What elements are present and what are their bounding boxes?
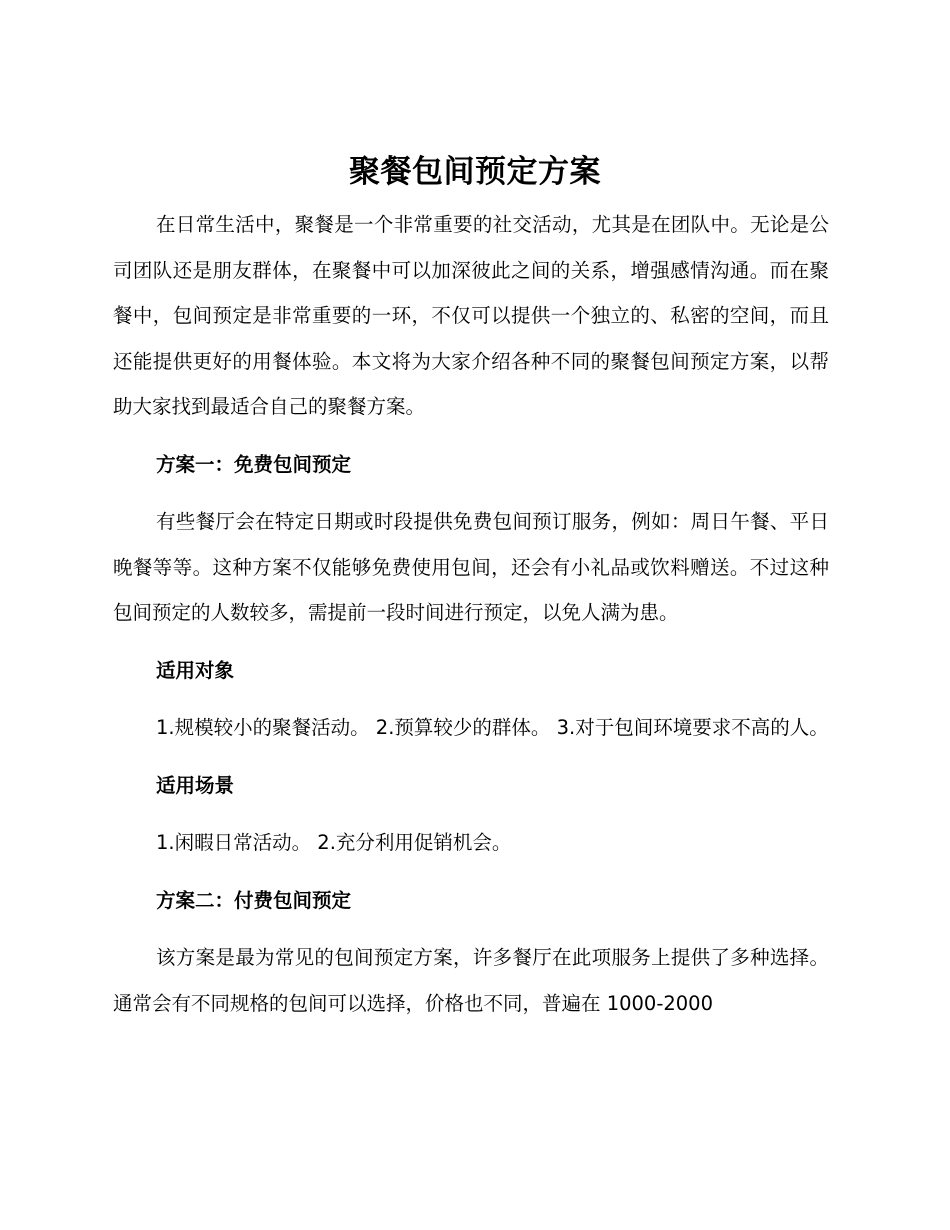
document-title: 聚餐包间预定方案	[349, 154, 601, 190]
spacer	[113, 866, 829, 878]
plan1-audience-list: 1.规模较小的聚餐活动。 2.预算较少的群体。 3.对于包间环境要求不高的人。	[156, 716, 829, 739]
plan1-scene-list: 1.闲暇日常活动。 2.充分利用促销机会。	[156, 831, 512, 854]
intro-paragraph: 在日常生活中，聚餐是一个非常重要的社交活动，尤其是在团队中。无论是公司团队还是朋友群体，在聚餐中可以加深彼此之间的关系，增强感情沟通。而在聚餐中，包间预定是非常重要的一环，不仅可以提供一个独立的、私密的空间，而且还能提供更好的用餐体验。本文将为大家介绍各种不同的聚餐包间预定方案，以帮助大家找到最适合自己的聚餐方案。	[113, 213, 829, 418]
plan2-heading: 方案二：付费包间预定	[156, 888, 352, 912]
plan1-heading: 方案一：免费包间预定	[156, 452, 352, 476]
spacer	[113, 693, 829, 705]
spacer	[113, 487, 829, 499]
document-body	[113, 202, 829, 1026]
plan2-paragraph: 该方案是最为常见的包间预定方案，许多餐厅在此项服务上提供了多种选择。通常会有不同规格的包间可以选择，价格也不同，普遍在 1000-2000	[113, 946, 829, 1015]
spacer	[113, 923, 829, 935]
spacer	[113, 808, 829, 820]
plan1-paragraph: 有些餐厅会在特定日期或时段提供免费包间预订服务，例如：周日午餐、平日晚餐等等。这种方案不仅能够免费使用包间，还会有小礼品或饮料赠送。不过这种包间预定的人数较多，需提前一段时间进行预定，以免人满为患。	[113, 510, 829, 624]
plan1-scene-heading: 适用场景	[156, 773, 235, 797]
spacer	[113, 636, 829, 648]
spacer	[113, 751, 829, 763]
plan1-audience-heading: 适用对象	[156, 658, 235, 682]
spacer	[113, 430, 829, 442]
